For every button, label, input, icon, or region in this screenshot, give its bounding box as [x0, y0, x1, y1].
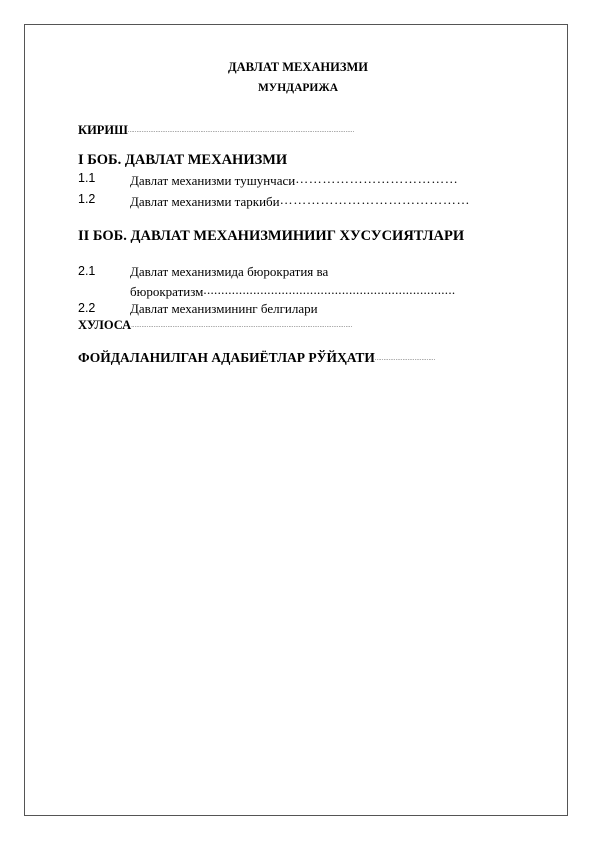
- toc-item-1-1-text: Давлат механизми тушунчаси: [130, 173, 296, 188]
- toc-leader-2-1: .......................................................................: [203, 283, 456, 296]
- toc-entry-references[interactable]: [78, 351, 469, 365]
- toc-item-1-2-number: 1.2: [78, 192, 96, 206]
- toc-entry-references-label: ФОЙДАЛАНИЛГАН АДАБИЁТЛАР РЎЙҲАТИ: [78, 350, 375, 365]
- toc-leader-conclusion: ................................................................................................................................: [131, 323, 353, 329]
- toc-entry-conclusion-label: ХУЛОСА: [78, 318, 132, 332]
- toc-leader-references: ...................................: [374, 356, 436, 362]
- toc-entry-conclusion[interactable]: [78, 319, 495, 332]
- toc-heading: МУНДАРИЖА: [257, 82, 339, 94]
- toc-item-2-1-text: бюрократизм: [130, 284, 204, 299]
- toc-item-1-1[interactable]: [130, 172, 485, 187]
- toc-item-2-1-line2[interactable]: [130, 283, 509, 298]
- toc-leader-1-2: ……………………………………: [279, 193, 471, 206]
- toc-item-1-2-text: Давлат механизми таркиби: [130, 194, 280, 209]
- toc-item-1-1-number: 1.1: [78, 171, 96, 185]
- document-title: ДАВЛАТ МЕХАНИЗМИ: [228, 60, 368, 74]
- toc-item-1-2[interactable]: [130, 193, 482, 208]
- toc-item-2-1-number: 2.1: [78, 264, 96, 278]
- page-border: [24, 24, 568, 816]
- toc-item-2-1-line1[interactable]: Давлат механизмида бюрократия ва: [130, 264, 329, 279]
- toc-entry-intro[interactable]: [78, 124, 498, 137]
- toc-chapter-1-heading[interactable]: I БОБ. ДАВЛАТ МЕХАНИЗМИ: [78, 152, 288, 168]
- toc-leader-intro: ...................................................................................................................................: [127, 128, 355, 134]
- toc-entry-intro-label: КИРИШ: [78, 123, 128, 137]
- toc-item-2-2[interactable]: Давлат механизмининг белгилари: [130, 301, 318, 316]
- toc-item-2-2-number: 2.2: [78, 301, 96, 315]
- toc-chapter-2-heading[interactable]: II БОБ. ДАВЛАТ МЕХАНИЗМИНИИГ ХУСУСИЯТЛАРИ: [78, 228, 465, 244]
- toc-leader-1-1: ………………………………: [295, 172, 459, 185]
